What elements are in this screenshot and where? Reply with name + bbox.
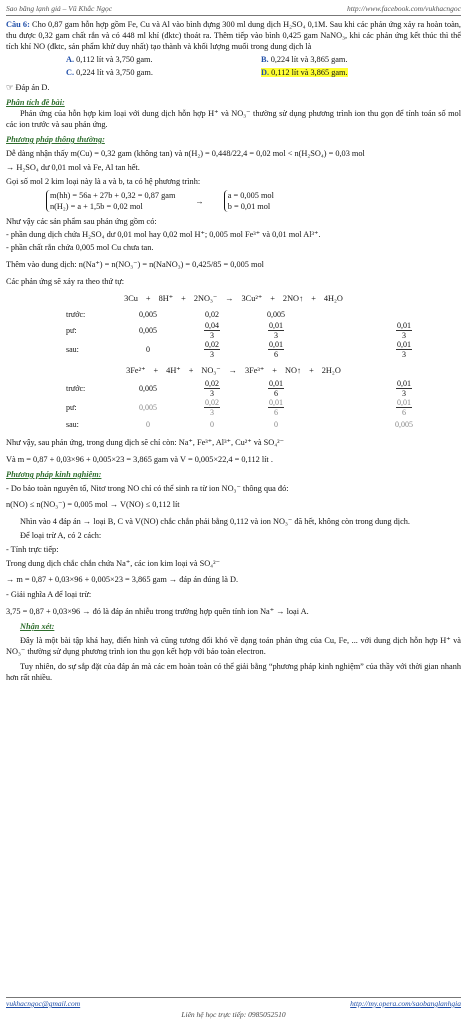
standard-line-1: Dễ dàng nhận thấy m(Cu) = 0,32 gam (không tan) và n(H₂) = 0,448/22,4 = 0,02 mol < n(H₂SO₄) = 0,03 mol [6, 149, 365, 158]
option-c-key: C. [66, 68, 75, 77]
reaction-cell: 0,005 [139, 326, 157, 335]
system-arrow: → [195, 196, 204, 206]
option-c-text: 0,224 lít và 3,750 gam. [76, 68, 153, 77]
option-d-key: D. [261, 68, 270, 77]
system-eq-1: m(hh) = 56a + 27b + 0,32 = 0,87 gam [50, 191, 176, 200]
header-right-link[interactable]: http://www.facebook.com/vukhacngoc [347, 4, 461, 13]
reaction-cell [372, 398, 436, 417]
remarks-line-1: Đây là một bài tập khá hay, điển hình và cũng tương đối khó về dạng toán phản ứng của Cu, Fe, ... với dung dịch hỗn hợp H⁺ và NO₃⁻ thường sử dụng phương trình ion thu gọn kết hợp với bảo toàn electron. [6, 636, 461, 656]
reaction-cell: 0,005 [139, 384, 157, 393]
reaction-1-table [66, 307, 436, 359]
reaction-row-label: sau: [66, 419, 79, 429]
equation-token: → [225, 294, 234, 303]
equation-token: 3Cu²⁺ [241, 294, 263, 303]
reaction-cell [372, 307, 436, 321]
equation-token: NO₃⁻ [201, 366, 221, 375]
equation-token: 3Fe²⁺ [126, 366, 146, 375]
experience-line-7: → m = 0,87 + 0,03×96 + 0,005×23 = 3,865 gam → đáp án đúng là D. [6, 575, 239, 584]
reaction-cell [308, 398, 372, 417]
reaction-cell [308, 417, 372, 431]
reaction-cell [244, 340, 308, 359]
page-header [6, 2, 461, 16]
reaction-cell [180, 340, 244, 359]
reaction-row [66, 398, 436, 417]
equation-token: → [228, 366, 237, 375]
option-d [261, 67, 456, 78]
remarks-line-2: Tuy nhiên, do sự sắp đặt của đáp án mà các em hoàn toàn có thể giải bằng “phương pháp kinh nghiệm” của thầy với thời gian nhanh hơn rất nhiều. [6, 662, 461, 682]
question-label: Câu 6: [6, 20, 30, 29]
reaction-row [66, 321, 436, 340]
options-row-2 [6, 67, 461, 78]
equation-token: + [153, 366, 159, 375]
reaction-row [66, 417, 436, 431]
reaction-row-label: pư: [66, 326, 77, 335]
equation-token: + [181, 294, 186, 303]
reaction-cell: 0 [146, 419, 150, 429]
reaction-cell: 0,02 [205, 309, 219, 319]
reaction-cell: 0 [210, 419, 214, 429]
footer-contact: Liên hệ học trực tiếp: 0985052510 [181, 1010, 286, 1019]
standard-line-6: - phần chất rắn chứa 0,005 mol Cu chưa tan. [6, 243, 154, 252]
after-line-1: Như vậy, sau phản ứng, trong dung dịch sẽ chỉ còn: Na⁺, Fe³⁺, Al³⁺, Cu²⁺ và SO₄²⁻ [6, 438, 285, 447]
fraction: $\frac{0,01}{3}$ [397, 340, 411, 359]
reaction-cell: 0 [146, 345, 150, 354]
option-b-key: B. [261, 55, 269, 64]
reaction-cell [180, 321, 244, 340]
equation-token: + [309, 366, 314, 375]
fraction: $\frac{0,01}{3}$ [397, 379, 411, 398]
reaction-2-table [66, 379, 436, 431]
system-left [46, 190, 175, 212]
equation-token: 2H₂O [321, 366, 341, 375]
reaction-cell [244, 321, 308, 340]
option-a-key: A. [66, 55, 75, 64]
standard-line-4: Như vậy các sản phẩm sau phản ứng gồm có: [6, 217, 157, 226]
option-d-text: 0,112 lít và 3,865 gam. [271, 68, 348, 77]
reaction-cell [372, 340, 436, 359]
question-text: Cho 0,87 gam hỗn hợp gồm Fe, Cu và Al vào bình đựng 300 ml dung dịch H₂SO₄ 0,1M. Sau khi các phản ứng xảy ra hoàn toàn, thu được 0,32 gam chất rắn và có 448 ml khí (đktc) thoát ra. Thêm tiếp vào bình 0,425 gam NaNO₃, khi các phản ứng kết thúc thì thể tích khí NO (đktc, sản phẩm khử duy nhất) tạo thành và khối lượng muối trong dung dịch là [6, 20, 461, 51]
document-body [6, 19, 461, 683]
reaction-cell [244, 379, 308, 398]
experience-line-6: Trong dung dịch chắc chắn chứa Na⁺, các ion kim loại và SO₄²⁻ [6, 559, 220, 568]
options-row-1 [6, 54, 461, 65]
fraction: $\frac{0,04}{3}$ [205, 321, 219, 340]
header-left: Sao băng lạnh giá – Vũ Khắc Ngọc [6, 4, 113, 13]
reaction-row-label: pư: [66, 403, 77, 412]
system-right [224, 190, 274, 212]
reaction-cell [308, 321, 372, 340]
standard-line-7: Thêm vào dung dịch: n(Na⁺) = n(NO₃⁻) = n(NaNO₃) = 0,425/85 = 0,005 mol [6, 260, 264, 269]
equation-token: 2NO↑ [282, 294, 304, 303]
option-d-highlight [261, 68, 348, 77]
experience-line-1: - Do bảo toàn nguyên tố, Nitơ trong NO chỉ có thể sinh ra từ ion NO₃⁻ thông qua đó: [6, 484, 289, 493]
reaction-row-label: trước: [66, 309, 86, 319]
experience-line-5: - Tính trực tiếp: [6, 545, 59, 554]
equation-token: 3Fe³⁺ [244, 366, 265, 375]
footer-blog-link[interactable]: http://my.opera.com/saobanglanhgia [350, 999, 461, 1008]
reaction-cell: 0,005 [139, 403, 157, 412]
reaction-cell [180, 398, 244, 417]
reaction-cell [372, 379, 436, 398]
equation-token: NO↑ [284, 366, 302, 375]
reaction-cell: 0 [274, 419, 278, 429]
reaction-cell [308, 307, 372, 321]
experience-line-9: 3,75 = 0,87 + 0,03×96 → đó là đáp án nhiễu trong trường hợp quên tính ion Na⁺ → loại A. [6, 607, 309, 616]
section-analysis-title: Phân tích đề bài: [6, 98, 65, 107]
equation-token: 2NO₃⁻ [193, 294, 218, 303]
system-sol-1: a = 0,005 mol [227, 191, 274, 200]
reaction-cell [244, 398, 308, 417]
option-b-text: 0,224 lít và 3,865 gam. [270, 55, 348, 64]
pointing-hand-icon: ☞ [6, 83, 14, 92]
answer-text: Đáp án D. [15, 83, 50, 92]
equation-token: 4H⁺ [166, 366, 181, 375]
standard-line-5: - phần dung dịch chứa H₂SO₄ dư 0,01 mol hay 0,02 mol H⁺; 0,005 mol Fe³⁺ và 0,01 mol Al³⁺. [6, 230, 321, 239]
header-rule [6, 15, 461, 16]
fraction: $\frac{0,01}{6}$ [397, 398, 411, 417]
footer-email-link[interactable]: vukhacngoc@gmail.com [6, 999, 81, 1008]
equation-token: + [145, 294, 151, 303]
section-experience-title: Phương pháp kinh nghiệm: [6, 470, 102, 479]
reaction-2-equation [6, 365, 461, 376]
answer-line [6, 82, 461, 93]
equation-token: 3Cu [124, 294, 138, 303]
equation-token: + [272, 366, 277, 375]
equation-token: 4H₂O [323, 294, 343, 303]
system-eq-2: n(H₂) = a + 1,5b = 0,02 mol [50, 202, 143, 211]
fraction: $\frac{0,01}{6}$ [269, 340, 283, 359]
reaction-row [66, 340, 436, 359]
experience-line-3: Nhìn vào 4 đáp án → loại B, C và V(NO) chắc chắn phải bằng 0,112 và ion NO₃⁻ đã hết, không còn trong dung dịch. [20, 517, 410, 526]
fraction: $\frac{0,02}{3}$ [205, 340, 219, 359]
fraction: $\frac{0,01}{6}$ [269, 398, 283, 417]
experience-line-4: Để loại trừ A, có 2 cách: [20, 531, 102, 540]
fraction: $\frac{0,02}{3}$ [205, 398, 219, 417]
equation-token: 8H⁺ [158, 294, 174, 303]
option-c [6, 67, 261, 78]
reaction-cell [308, 379, 372, 398]
section-remarks-title: Nhận xét: [20, 622, 55, 631]
reaction-row [66, 379, 436, 398]
after-line-2: Và m = 0,87 + 0,03×96 + 0,005×23 = 3,865 gam và V = 0,005×22,4 = 0,112 lít . [6, 455, 273, 464]
reaction-cell [308, 340, 372, 359]
system-sol-2: b = 0,01 mol [227, 202, 271, 211]
reaction-cell [180, 379, 244, 398]
reaction-row-label: trước: [66, 384, 86, 393]
equation-system [46, 190, 461, 212]
footer-rule [6, 997, 461, 998]
reaction-cell: 0,005 [139, 309, 157, 319]
experience-line-2: n(NO) ≤ n(NO₃⁻) = 0,005 mol → V(NO) ≤ 0,112 lít [6, 500, 180, 509]
section-standard-title: Phương pháp thông thường: [6, 135, 105, 144]
question-paragraph [6, 19, 461, 52]
reaction-row-label: sau: [66, 345, 79, 354]
fraction: $\frac{0,01}{6}$ [269, 379, 283, 398]
equation-token: + [311, 294, 316, 303]
reaction-1-equation [6, 293, 461, 304]
fraction: $\frac{0,01}{3}$ [397, 321, 411, 340]
standard-line-2: → H₂SO₄ dư 0,01 mol và Fe, Al tan hết. [6, 163, 140, 172]
standard-line-3: Gọi số mol 2 kim loại này là a và b, ta có hệ phương trình: [6, 177, 201, 186]
equation-token: + [188, 366, 194, 375]
experience-line-8: - Giải nghĩa A để loại trừ: [6, 590, 92, 599]
option-a [6, 54, 261, 65]
equation-token: + [270, 294, 275, 303]
reaction-cell: 0,005 [267, 309, 285, 319]
reaction-cell [372, 321, 436, 340]
reaction-cell: 0,005 [395, 419, 413, 429]
section-analysis-text: Phản ứng của hỗn hợp kim loại với dung dịch hỗn hợp H⁺ và NO₃⁻ thường sử dụng phương trình ion thu gọn để tính toán số mol các ion trước và sau phản ứng. [6, 109, 461, 129]
option-b [261, 54, 456, 65]
option-a-text: 0,112 lít và 3,750 gam. [76, 55, 153, 64]
standard-line-8: Các phản ứng sẽ xảy ra theo thứ tự: [6, 277, 125, 286]
reaction-row [66, 307, 436, 321]
fraction: $\frac{0,02}{3}$ [205, 379, 219, 398]
fraction: $\frac{0,01}{3}$ [269, 321, 283, 340]
